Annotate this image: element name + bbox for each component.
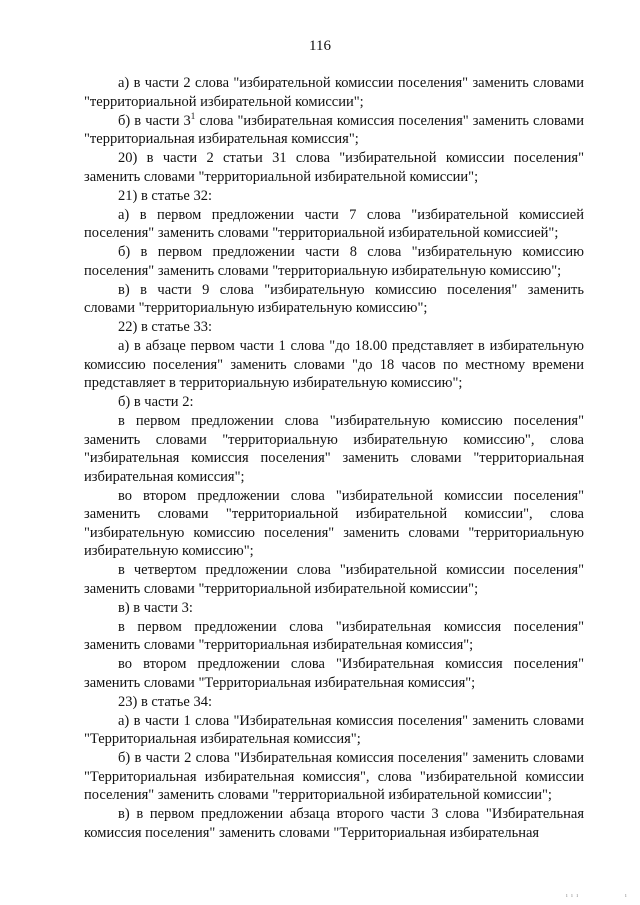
paragraph: 20) в части 2 статьи 31 слова "избирательной комиссии поселения" заменить словами "территориальной избирательной комиссии"; (84, 150, 584, 185)
paragraph: в первом предложении слова "избирательная комиссия поселения" заменить словами "территориальная избирательная комиссия"; (84, 618, 584, 653)
paragraph: а) в части 2 слова "избирательной комиссии поселения" заменить словами "территориальной избирательной комиссии"; (84, 75, 584, 110)
paragraph-with-superscript (84, 112, 584, 149)
paragraph-text: слова "избирательная комиссия поселения" заменить словами "территориальная избирательная комиссия"; (84, 112, 584, 147)
scan-mark: ı ı ı (566, 893, 580, 899)
scan-mark: ı (625, 893, 627, 899)
paragraph: 22) в статье 33: (118, 319, 212, 335)
paragraph: во втором предложении слова "избирательной комиссии поселения" заменить словами "территориальной избирательной комиссии", слова "избирательную комиссию поселения" заменить словами "территориальную избирательную комиссию"; (84, 487, 584, 559)
paragraph: в четвертом предложении слова "избирательной комиссии поселения" заменить словами "территориальной избирательной комиссии"; (84, 562, 584, 597)
paragraph: б) в части 2: (118, 394, 194, 410)
paragraph: б) в части 2 слова "Избирательная комиссия поселения" заменить словами "Территориальная избирательная комиссия", слова "избирательной комиссии поселения" заменить словами "территориальной избирательной комиссии"; (84, 750, 584, 803)
paragraph: 23) в статье 34: (118, 693, 212, 710)
paragraph: в первом предложении слова "избирательную комиссию поселения" заменить словами "территориальную избирательную комиссию", слова "избирательная комиссия поселения" заменить словами "территориальная избирательная комиссия"; (84, 413, 584, 485)
page-number: 116 (309, 38, 331, 54)
superscript: 1 (190, 110, 196, 121)
paragraph: в) в первом предложении абзаца второго части 3 слова "Избирательная комиссия поселения" заменить словами "Территориальная избирательная (84, 806, 584, 841)
paragraph: в) в части 9 слова "избирательную комиссию поселения" заменить словами "территориальную избирательную комиссию"; (84, 281, 584, 316)
document-body (84, 74, 584, 843)
paragraph: во втором предложении слова "Избирательная комиссия поселения" заменить словами "Территориальная избирательная комиссия"; (84, 656, 584, 691)
paragraph: 21) в статье 32: (118, 187, 212, 204)
paragraph: а) в абзаце первом части 1 слова "до 18.00 представляет в избирательную комиссию поселения" заменить словами "до 18 часов по местному времени представляет в территориальную избирательную комиссию"; (84, 338, 584, 391)
paragraph: а) в части 1 слова "Избирательная комиссия поселения" заменить словами "Территориальная избирательная комиссия"; (84, 712, 584, 747)
paragraph: в) в части 3: (118, 599, 193, 616)
paragraph-text: б) в части 3 (118, 112, 191, 129)
paragraph: а) в первом предложении части 7 слова "избирательной комиссией поселения" заменить словами "территориальной избирательной комиссией"; (84, 206, 584, 241)
paragraph: б) в первом предложении части 8 слова "избирательную комиссию поселения" заменить словами "территориальную избирательную комиссию"; (84, 244, 584, 279)
